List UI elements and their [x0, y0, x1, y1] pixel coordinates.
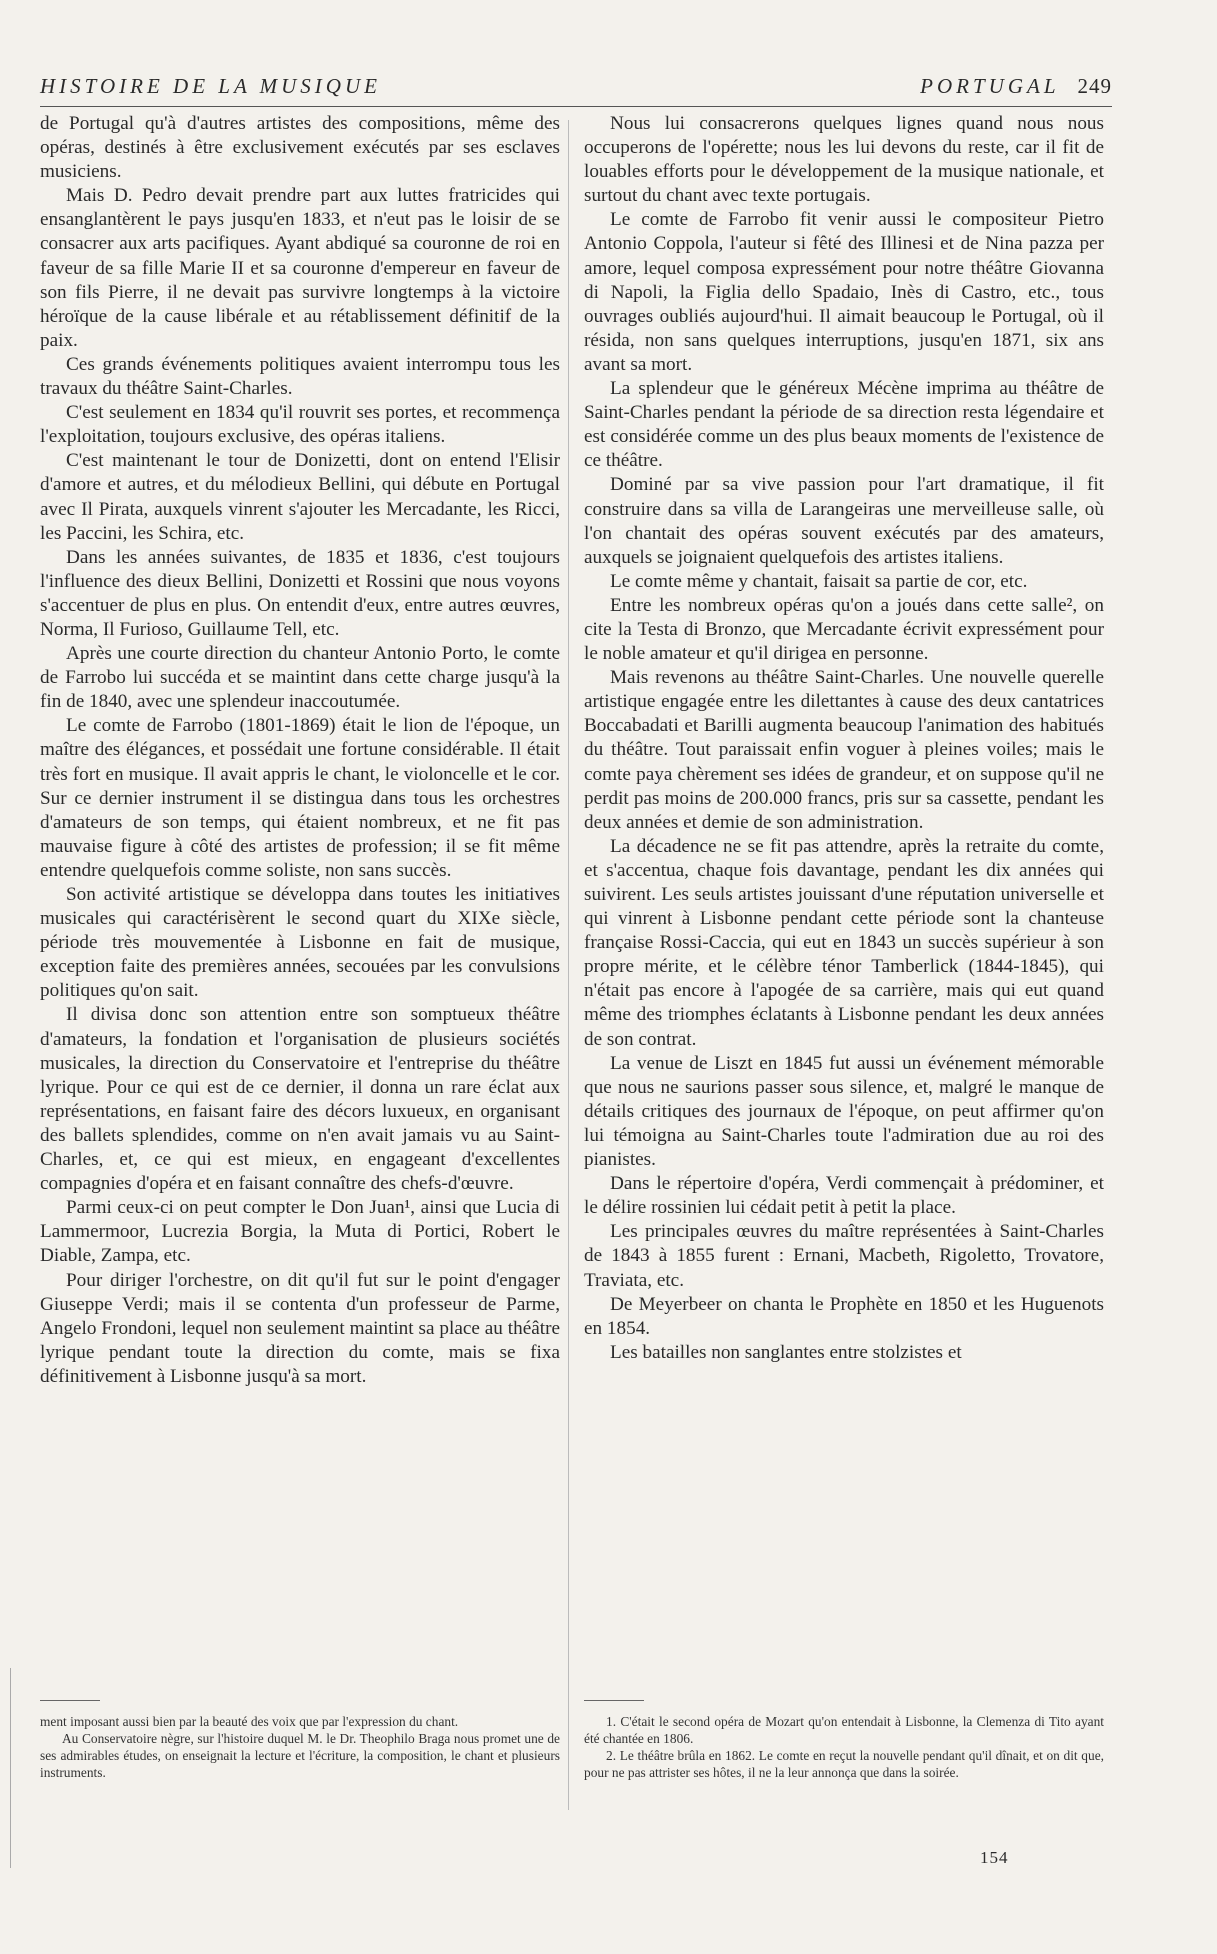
running-header [40, 72, 1112, 107]
paragraph: Les principales œuvres du maître représentées à Saint-Charles de 1843 à 1855 furent : Ernani, Macbeth, Rigoletto, Trovatore, Traviata, etc. [584, 1221, 1104, 1291]
signature-mark: 154 [980, 1848, 1009, 1867]
footnote-rule [40, 1700, 100, 1701]
left-text-column [40, 112, 560, 1389]
paragraph: Après une courte direction du chanteur Antonio Porto, le comte de Farrobo lui succéda et se maintint dans cette charge jusqu'à la fin de 1840, avec une splendeur inaccoutumée. [40, 643, 560, 713]
column-divider [568, 120, 569, 1810]
paragraph: Dominé par sa vive passion pour l'art dramatique, il fit construire dans sa villa de Larangeiras une merveilleuse salle, où l'on chantait des opéras souvent exécutés par des amateurs, auxquels se joignaient quelquefois des artistes italiens. [584, 474, 1104, 568]
paragraph: Son activité artistique se développa dans toutes les initiatives musicales qui caractérisèrent le second quart du XIXe siècle, période très mouvementée à Lisbonne en fait de musique, exception faite des premières années, secouées par les convulsions politiques qu'on sait. [40, 884, 560, 1002]
footnote: Au Conservatoire nègre, sur l'histoire duquel M. le Dr. Theophilo Braga nous promet une de ses admirables études, on enseignait la lecture et l'écriture, la composition, le chant et plusieurs instruments. [40, 1731, 560, 1780]
right-text-column [584, 112, 1104, 1365]
paragraph: La décadence ne se fit pas attendre, après la retraite du comte, et s'accentua, chaque fois davantage, pendant les dix années qui suivirent. Les seuls artistes jouissant d'une réputation universelle et qui vinrent à Lisbonne pendant cette période sont la chanteuse française Rossi-Caccia, qui eut en 1843 un succès supérieur à son propre mérite, et le célèbre ténor Tamberlick (1844-1845), qui n'était pas encore à l'apogée de sa carrière, mais qui eut quand même des triomphes éclatants à Lisbonne pendant les deux années de son contrat. [584, 835, 1104, 1050]
page-number: 249 [1077, 74, 1112, 98]
paragraph: Le comte de Farrobo fit venir aussi le compositeur Pietro Antonio Coppola, l'auteur si fêté des Illinesi et de Nina pazza per amore, lequel composa expressément pour notre théâtre Giovanna di Napoli, la Figlia dello Spadaio, Inès di Castro, etc., tous ouvrages oubliés aujourd'hui. Il aimait beaucoup le Portugal, où il résida, non sans quelques interruptions, jusqu'en 1871, six ans avant sa mort. [584, 209, 1104, 375]
paragraph: Nous lui consacrerons quelques lignes quand nous nous occuperons de l'opérette; nous les lui devons du reste, car il fit de louables efforts pour le développement de la musique nationale, et surtout du chant avec texte portugais. [584, 113, 1104, 207]
header-title-left: HISTOIRE DE LA MUSIQUE [40, 74, 381, 98]
footnote: 1. C'était le second opéra de Mozart qu'on entendait à Lisbonne, la Clemenza di Tito ayant été chantée en 1806. [584, 1714, 1104, 1746]
paragraph: Ces grands événements politiques avaient interrompu tous les travaux du théâtre Saint-Charles. [40, 353, 560, 400]
paragraph: Mais D. Pedro devait prendre part aux luttes fratricides qui ensanglantèrent le pays jusqu'en 1833, et n'eut pas le loisir de se consacrer aux arts pacifiques. Ayant abdiqué sa couronne de roi en faveur de sa fille Marie II et sa couronne d'empereur en faveur de son fils Pierre, il ne devait pas survivre longtemps à la victoire héroïque de la cause libérale et au rétablissement définitif de la paix. [40, 185, 560, 351]
footnotes-left [40, 1700, 560, 1781]
paragraph: Le comte de Farrobo (1801-1869) était le lion de l'époque, un maître des élégances, et possédait une fortune considérable. Il était très fort en musique. Il avait appris le chant, le violoncelle et le cor. Sur ce dernier instrument il se distingua dans tous les orchestres d'amateurs de son temps, qui étaient nombreux, et ne fit pas mauvaise figure à côté des artistes de profession; il se fit même entendre quelquefois comme soliste, non sans succès. [40, 715, 560, 881]
header-section-title: PORTUGAL [920, 74, 1060, 98]
paragraph: La splendeur que le généreux Mécène imprima au théâtre de Saint-Charles pendant la période de sa direction resta légendaire et est considérée comme un des plus beaux moments de l'existence de ce théâtre. [584, 378, 1104, 472]
paragraph: La venue de Liszt en 1845 fut aussi un événement mémorable que nous ne saurions passer sous silence, et, malgré le manque de détails critiques des journaux de l'époque, on peut affirmer qu'on lui témoigna au Saint-Charles toute l'admiration due au roi des pianistes. [584, 1052, 1104, 1171]
footnote-rule [584, 1700, 644, 1701]
paragraph: Les batailles non sanglantes entre stolzistes et [610, 1341, 962, 1363]
paragraph: De Meyerbeer on chanta le Prophète en 1850 et les Huguenots en 1854. [584, 1293, 1104, 1339]
paragraph: Il divisa donc son attention entre son somptueux théâtre d'amateurs, la fondation et l'organisation de plusieurs sociétés musicales, la direction du Conservatoire et l'entreprise du théâtre lyrique. Pour ce qui est de ce dernier, il donna un rare éclat aux représentations, en faisant faire des décors luxueux, en organisant des ballets splendides, comme on n'en avait jamais vu au Saint-Charles, et, ce qui est mieux, en engageant d'excellentes compagnies d'opéra et en faisant connaître des chefs-d'œuvre. [40, 1004, 560, 1195]
footnote: 2. Le théâtre brûla en 1862. Le comte en reçut la nouvelle pendant qu'il dînait, et on dit que, pour ne pas attrister ses hôtes, il ne la leur annonça que dans la soirée. [584, 1748, 1104, 1780]
paragraph: Pour diriger l'orchestre, on dit qu'il fut sur le point d'engager Giuseppe Verdi; mais il se contenta d'un professeur de Parme, Angelo Frondoni, lequel non seulement maintint sa place au théâtre lyrique pendant toute la direction du comte, mais se fixa définitivement à Lisbonne jusqu'à sa mort. [40, 1269, 560, 1387]
paragraph: Parmi ceux-ci on peut compter le Don Juan¹, ainsi que Lucia di Lammermoor, Lucrezia Borgia, la Muta di Portici, Robert le Diable, Zampa, etc. [40, 1197, 560, 1267]
paragraph: Entre les nombreux opéras qu'on a joués dans cette salle², on cite la Testa di Bronzo, que Mercadante écrivit expressément pour le noble amateur et qu'il dirigea en personne. [584, 594, 1104, 665]
header-title-right [920, 74, 1112, 99]
paragraph: C'est maintenant le tour de Donizetti, dont on entend l'Elisir d'amore et autres, et du mélodieux Bellini, qui débute en Portugal avec Il Pirata, auxquels vinrent s'ajouter les Mercadante, les Ricci, les Paccini, les Schira, etc. [40, 450, 560, 544]
footnote: ment imposant aussi bien par la beauté des voix que par l'expression du chant. [40, 1714, 459, 1729]
paragraph: Dans les années suivantes, de 1835 et 1836, c'est toujours l'influence des dieux Bellini, Donizetti et Rossini que nous voyons s'accentuer de plus en plus. On entendit d'eux, entre autres œuvres, Norma, Il Furioso, Guillaume Tell, etc. [40, 546, 560, 640]
paragraph: Mais revenons au théâtre Saint-Charles. Une nouvelle querelle artistique engagée entre les dilettantes à cause des deux cantatrices Boccabadati et Barilli augmenta beaucoup l'animation des habitués du théâtre. Tout paraissait enfin voguer à pleines voiles; mais le comte paya chèrement ses idées de grandeur, et on suppose qu'il ne perdit pas moins de 200.000 francs, pris sur sa cassette, pendant les deux années et demie de son administration. [584, 667, 1104, 833]
paragraph: Le comte même y chantait, faisait sa partie de cor, etc. [610, 570, 1028, 592]
paragraph: Dans le répertoire d'opéra, Verdi commençait à prédominer, et le délire rossinien lui cédait petit à petit la place. [584, 1173, 1104, 1219]
margin-mark [10, 1668, 11, 1868]
footnotes-right [584, 1700, 1104, 1781]
paragraph: de Portugal qu'à d'autres artistes des compositions, même des opéras, destinés à être exclusivement exécutés par ses esclaves musiciens. [40, 113, 560, 183]
paragraph: C'est seulement en 1834 qu'il rouvrit ses portes, et recommença l'exploitation, toujours exclusive, des opéras italiens. [40, 402, 560, 448]
